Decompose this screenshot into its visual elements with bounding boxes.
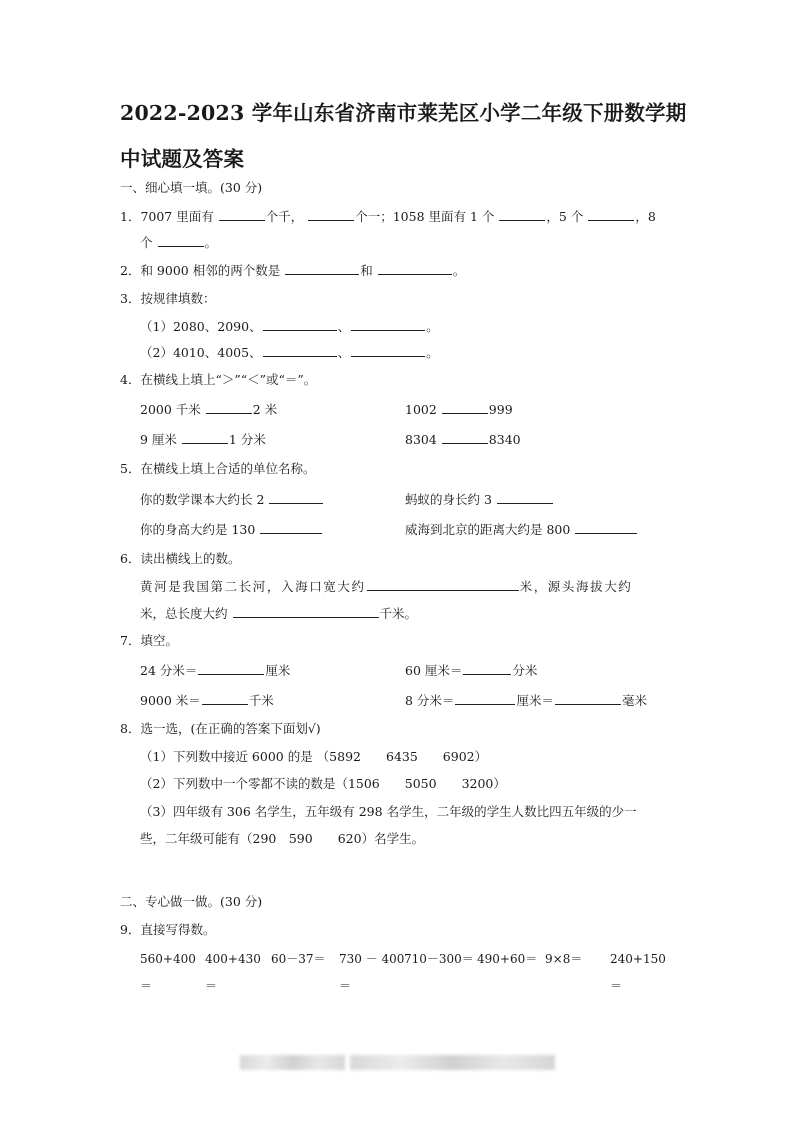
q1-text-a: 1．7007 里面有 — [120, 209, 214, 224]
q3-row2-end: 。 — [426, 345, 439, 360]
calc-item-1: 560+400 — [140, 952, 196, 966]
q4-l1b: 2 米 — [252, 402, 278, 417]
q1-blank-5[interactable] — [158, 234, 204, 247]
q4-l2b: 1 分米 — [228, 432, 266, 447]
q4-left-row1 — [140, 401, 277, 418]
calc-eq-1: ＝ — [140, 979, 153, 993]
q5-blank-2[interactable] — [497, 491, 553, 504]
calc-item-4: 730 － 400 — [339, 952, 405, 966]
q1-text-f: 个 — [140, 235, 153, 250]
q5-left-row2 — [140, 521, 323, 538]
q2-blank-1[interactable] — [285, 262, 359, 275]
section1-heading: 一、细心填一填。(30 分) — [120, 180, 263, 195]
calc-item-7: 9×8＝ — [545, 952, 583, 966]
q5-r2: 威海到北京的距离大约是 800 — [405, 522, 571, 537]
q1-text-d: ，5 个 — [546, 209, 584, 224]
q4-blank-1[interactable] — [206, 401, 252, 414]
q5-l1: 你的数学课本大约长 2 — [140, 492, 265, 507]
q4-l1a: 2000 千米 — [140, 402, 201, 417]
q5-blank-1[interactable] — [269, 491, 323, 504]
document-title-line2: 中试题及答案 — [120, 147, 245, 171]
q6-p1a: 黄河是我国第二长河，入海口宽大约 — [140, 579, 366, 594]
q2-text-c: 。 — [452, 263, 466, 278]
q6-p2b: 千米。 — [379, 606, 418, 621]
q7-blank-4[interactable] — [455, 692, 515, 705]
q3-row1-text: （1）2080、2090、 — [140, 319, 262, 334]
q4-r2b: 8340 — [488, 432, 521, 447]
q8-sub2: （2）下列数中一个零都不读的数是（1506 5050 3200） — [140, 776, 506, 791]
q4-right-row2 — [405, 431, 521, 448]
q7-r2b: 厘米＝ — [516, 693, 554, 708]
q3-row1-blank-1[interactable] — [263, 318, 337, 331]
q7-blank-2[interactable] — [463, 662, 511, 675]
q7-blank-1[interactable] — [198, 662, 264, 675]
q5-blank-3[interactable] — [260, 521, 322, 534]
question3-row2 — [140, 344, 439, 361]
q5-left-row1 — [140, 491, 324, 508]
q7-blank-5[interactable] — [555, 692, 621, 705]
q7-l1b: 厘米 — [265, 663, 291, 678]
q4-blank-3[interactable] — [182, 431, 228, 444]
q4-l2a: 9 厘米 — [140, 432, 177, 447]
q7-l2a: 9000 米＝ — [140, 693, 201, 708]
question7-heading: 7．填空。 — [120, 633, 178, 648]
question9-heading: 9．直接写得数。 — [120, 922, 216, 937]
q4-blank-4[interactable] — [442, 431, 488, 444]
q3-row1-sep: 、 — [337, 319, 351, 334]
q4-r1b: 999 — [488, 402, 513, 417]
section2-heading: 二、专心做一做。(30 分) — [120, 894, 263, 909]
question2 — [120, 262, 465, 279]
q1-text-e: ，8 — [635, 209, 656, 224]
q1-text-c: 个一；1058 里面有 1 个 — [355, 209, 495, 224]
q8-sub3-line1: （3）四年级有 306 名学生，五年级有 298 名学生，二年级的学生人数比四五年级的少一 — [140, 804, 637, 819]
q6-blank-1[interactable] — [367, 578, 519, 591]
q7-l2b: 千米 — [248, 693, 274, 708]
blurred-footer-watermark — [240, 1055, 345, 1070]
calc-eq-2: ＝ — [205, 979, 218, 993]
q1-blank-3[interactable] — [499, 208, 545, 221]
question3-row1 — [140, 318, 439, 335]
calc-item-8: 240+150 — [610, 952, 666, 966]
q5-blank-4[interactable] — [575, 521, 637, 534]
q7-right-row2 — [405, 692, 647, 709]
q7-r1a: 60 厘米＝ — [405, 663, 463, 678]
q6-p2a: 米，总长度大约 — [140, 606, 228, 621]
q6-paragraph-line1 — [140, 578, 632, 595]
q4-left-row2 — [140, 431, 266, 448]
question3-heading: 3．按规律填数： — [120, 291, 216, 306]
q5-l2: 你的身高大约是 130 — [140, 522, 256, 537]
q3-row2-text: （2）4010、4005、 — [140, 345, 262, 360]
q1-blank-4[interactable] — [588, 208, 634, 221]
q7-right-row1 — [405, 662, 537, 679]
q3-row2-blank-2[interactable] — [351, 344, 425, 357]
calc-item-6: 490+60＝ — [477, 952, 538, 966]
q1-text-g: 。 — [204, 235, 218, 250]
question5-heading: 5．在横线上填上合适的单位名称。 — [120, 461, 316, 476]
q3-row1-end: 。 — [426, 319, 439, 334]
question4-heading: 4．在横线上填上“＞”“＜”或“＝”。 — [120, 372, 317, 387]
q3-row1-blank-2[interactable] — [351, 318, 425, 331]
q8-sub1: （1）下列数中接近 6000 的是 （5892 6435 6902） — [140, 749, 488, 764]
q5-r1: 蚂蚁的身长约 3 — [405, 492, 492, 507]
calc-eq-4: ＝ — [339, 979, 352, 993]
q6-paragraph-line2 — [140, 605, 417, 622]
q5-right-row1 — [405, 491, 554, 508]
q1-blank-1[interactable] — [219, 208, 265, 221]
q4-right-row1 — [405, 401, 513, 418]
q7-left-row2 — [140, 692, 274, 709]
q7-blank-3[interactable] — [202, 692, 248, 705]
q7-r2a: 8 分米＝ — [405, 693, 455, 708]
q3-row2-blank-1[interactable] — [263, 344, 337, 357]
q7-left-row1 — [140, 662, 290, 679]
q1-text-b: 个千， — [265, 209, 304, 224]
q4-r1a: 1002 — [405, 402, 437, 417]
calc-item-3: 60－37＝ — [271, 952, 326, 966]
question1-line2 — [140, 234, 217, 251]
q7-r2c: 毫米 — [621, 693, 647, 708]
calc-eq-8: ＝ — [610, 979, 623, 993]
q8-sub3-line2: 些，二年级可能有（290 590 620）名学生。 — [140, 831, 425, 846]
blurred-footer-watermark-2 — [350, 1055, 555, 1070]
calc-item-5: 710－300＝ — [404, 952, 474, 966]
question8-heading: 8．选一选，(在正确的答案下面划√) — [120, 721, 321, 736]
q7-l1a: 24 分米＝ — [140, 663, 198, 678]
q3-row2-sep: 、 — [337, 345, 351, 360]
q4-blank-2[interactable] — [442, 401, 488, 414]
question6-heading: 6．读出横线上的数。 — [120, 551, 241, 566]
q2-text-a: 2．和 9000 相邻的两个数是 — [120, 263, 281, 278]
q5-right-row2 — [405, 521, 638, 538]
document-title-line1: 2022-2023 学年山东省济南市莱芜区小学二年级下册数学期 — [120, 101, 687, 125]
q2-text-b: 和 — [360, 263, 373, 278]
calc-item-2: 400+430 — [205, 952, 261, 966]
q2-blank-2[interactable] — [378, 262, 452, 275]
q6-blank-2[interactable] — [233, 605, 379, 618]
q7-r1b: 分米 — [512, 663, 538, 678]
question1-line1 — [120, 208, 656, 225]
q1-blank-2[interactable] — [308, 208, 354, 221]
q4-r2a: 8304 — [405, 432, 437, 447]
q6-p1b: 米，源头海拔大约 — [519, 579, 633, 594]
